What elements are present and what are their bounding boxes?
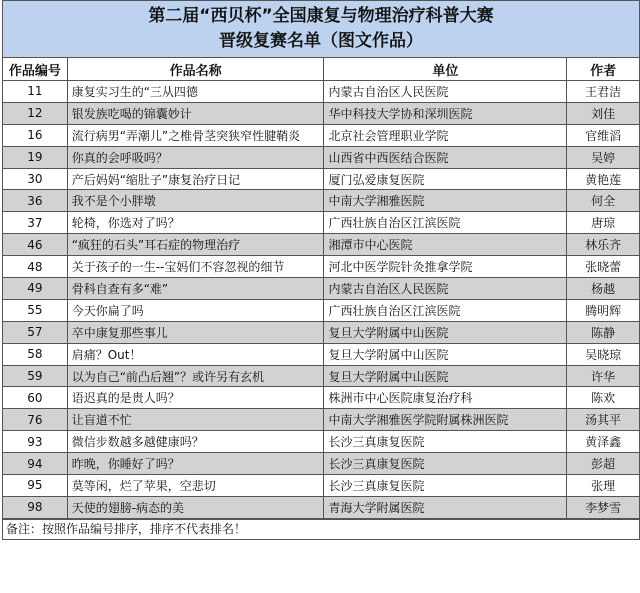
entry-author: 腾明辉 — [567, 299, 639, 321]
entry-unit: 复旦大学附属中山医院 — [324, 343, 567, 365]
title-banner — [3, 0, 639, 58]
table-row — [3, 102, 639, 124]
column-header-id: 作品编号 — [3, 58, 67, 81]
entry-id: 93 — [3, 431, 67, 453]
entry-id: 98 — [3, 496, 67, 518]
entry-unit: 广西壮族自治区江滨医院 — [324, 212, 567, 234]
entry-unit: 复旦大学附属中山医院 — [324, 365, 567, 387]
entry-unit: 湘潭市中心医院 — [324, 234, 567, 256]
table-row — [3, 168, 639, 190]
entry-unit: 青海大学附属医院 — [324, 496, 567, 518]
entry-author: 陈静 — [567, 321, 639, 343]
entry-unit: 中南大学湘雅医院 — [324, 190, 567, 212]
entry-author: 黄艳莲 — [567, 168, 639, 190]
entry-author: 黄泽鑫 — [567, 431, 639, 453]
entry-author: 汤其平 — [567, 409, 639, 431]
entry-title: 流行病男“弄潮儿”之椎骨茎突狭窄性腱鞘炎 — [67, 124, 324, 146]
table-row — [3, 256, 639, 278]
table-row — [3, 475, 639, 497]
entry-id: 36 — [3, 190, 67, 212]
entry-unit: 长沙三真康复医院 — [324, 453, 567, 475]
page-title: 第二届“西贝杯”全国康复与物理治疗科普大赛 — [148, 6, 494, 26]
entry-unit: 华中科技大学协和深圳医院 — [324, 102, 567, 124]
entry-unit: 广西壮族自治区江滨医院 — [324, 299, 567, 321]
entry-id: 16 — [3, 124, 67, 146]
entry-title: 以为自己“前凸后翘”？或许另有玄机 — [67, 365, 324, 387]
entry-title: 让盲道不忙 — [67, 409, 324, 431]
entry-unit: 株洲市中心医院康复治疗科 — [324, 387, 567, 409]
entry-title: 你真的会呼吸吗？ — [67, 146, 324, 168]
entry-author: 杨越 — [567, 278, 639, 300]
entry-author: 吴晓琼 — [567, 343, 639, 365]
entry-title: 今天你扁了吗 — [67, 299, 324, 321]
entry-author: 张晓蕾 — [567, 256, 639, 278]
entry-title: 昨晚，你睡好了吗？ — [67, 453, 324, 475]
table-row — [3, 409, 639, 431]
entry-author: 许华 — [567, 365, 639, 387]
entry-author: 官维滔 — [567, 124, 639, 146]
entry-id: 48 — [3, 256, 67, 278]
entry-id: 37 — [3, 212, 67, 234]
entry-author: 陈欢 — [567, 387, 639, 409]
table-row — [3, 212, 639, 234]
entry-id: 57 — [3, 321, 67, 343]
page-subtitle: 晋级复赛名单（图文作品） — [219, 31, 423, 51]
entry-id: 59 — [3, 365, 67, 387]
entry-author: 王君洁 — [567, 81, 639, 103]
entry-author: 李梦雪 — [567, 496, 639, 518]
entry-unit: 复旦大学附属中山医院 — [324, 321, 567, 343]
entry-id: 46 — [3, 234, 67, 256]
table-row — [3, 190, 639, 212]
entry-unit: 内蒙古自治区人民医院 — [324, 278, 567, 300]
entry-title: 关于孩子的一生--宝妈们不容忽视的细节 — [67, 256, 324, 278]
table-row — [3, 278, 639, 300]
entry-title: 天使的翅膀-病态的美 — [67, 496, 324, 518]
entry-author: 何全 — [567, 190, 639, 212]
entry-title: “疯狂的石头”耳石症的物理治疗 — [67, 234, 324, 256]
entry-title: 轮椅，你选对了吗？ — [67, 212, 324, 234]
entry-author: 吴婷 — [567, 146, 639, 168]
entry-id: 60 — [3, 387, 67, 409]
entry-title: 我不是个小胖墩 — [67, 190, 324, 212]
entry-unit: 山西省中西医结合医院 — [324, 146, 567, 168]
column-header-name: 作品名称 — [67, 58, 324, 81]
column-header-author: 作者 — [567, 58, 639, 81]
entry-id: 30 — [3, 168, 67, 190]
table-row — [3, 343, 639, 365]
entry-unit: 北京社会管理职业学院 — [324, 124, 567, 146]
entry-id: 55 — [3, 299, 67, 321]
table-row — [3, 321, 639, 343]
entry-title: 语迟真的是贵人吗？ — [67, 387, 324, 409]
entry-unit: 中南大学湘雅医学院附属株洲医院 — [324, 409, 567, 431]
entry-unit: 厦门弘爱康复医院 — [324, 168, 567, 190]
entry-author: 唐琼 — [567, 212, 639, 234]
entry-title: 肩痛？Out！ — [67, 343, 324, 365]
entry-title: 银发族吃喝的锦囊妙计 — [67, 102, 324, 124]
entry-title: 微信步数越多越健康吗？ — [67, 431, 324, 453]
entry-id: 94 — [3, 453, 67, 475]
entry-author: 林乐齐 — [567, 234, 639, 256]
entry-unit: 河北中医学院针灸推拿学院 — [324, 256, 567, 278]
entry-id: 12 — [3, 102, 67, 124]
entry-unit: 长沙三真康复医院 — [324, 431, 567, 453]
entry-id: 11 — [3, 81, 67, 103]
entry-unit: 内蒙古自治区人民医院 — [324, 81, 567, 103]
table-header-row — [3, 58, 639, 81]
table-row — [3, 431, 639, 453]
entry-unit: 长沙三真康复医院 — [324, 475, 567, 497]
table-row — [3, 146, 639, 168]
entry-title: 骨科自查有多“难” — [67, 278, 324, 300]
table-row — [3, 81, 639, 103]
table-row — [3, 234, 639, 256]
entry-title: 康复实习生的“三从四德 — [67, 81, 324, 103]
results-sheet — [2, 0, 640, 540]
entry-author: 张理 — [567, 475, 639, 497]
table-row — [3, 453, 639, 475]
table-row — [3, 496, 639, 518]
table-row — [3, 299, 639, 321]
entry-id: 58 — [3, 343, 67, 365]
entry-id: 49 — [3, 278, 67, 300]
footer-note: 备注：按照作品编号排序，排序不代表排名！ — [3, 519, 639, 540]
entry-title: 莫等闲，烂了苹果，空悲切 — [67, 475, 324, 497]
entry-title: 产后妈妈“缩肚子”康复治疗日记 — [67, 168, 324, 190]
table-row — [3, 124, 639, 146]
table-row — [3, 387, 639, 409]
table-row — [3, 365, 639, 387]
column-header-unit: 单位 — [324, 58, 567, 81]
entry-author: 刘佳 — [567, 102, 639, 124]
entry-id: 19 — [3, 146, 67, 168]
entry-author: 彭超 — [567, 453, 639, 475]
qualifier-table — [3, 58, 639, 519]
entry-title: 卒中康复那些事儿 — [67, 321, 324, 343]
entry-id: 76 — [3, 409, 67, 431]
entry-id: 95 — [3, 475, 67, 497]
